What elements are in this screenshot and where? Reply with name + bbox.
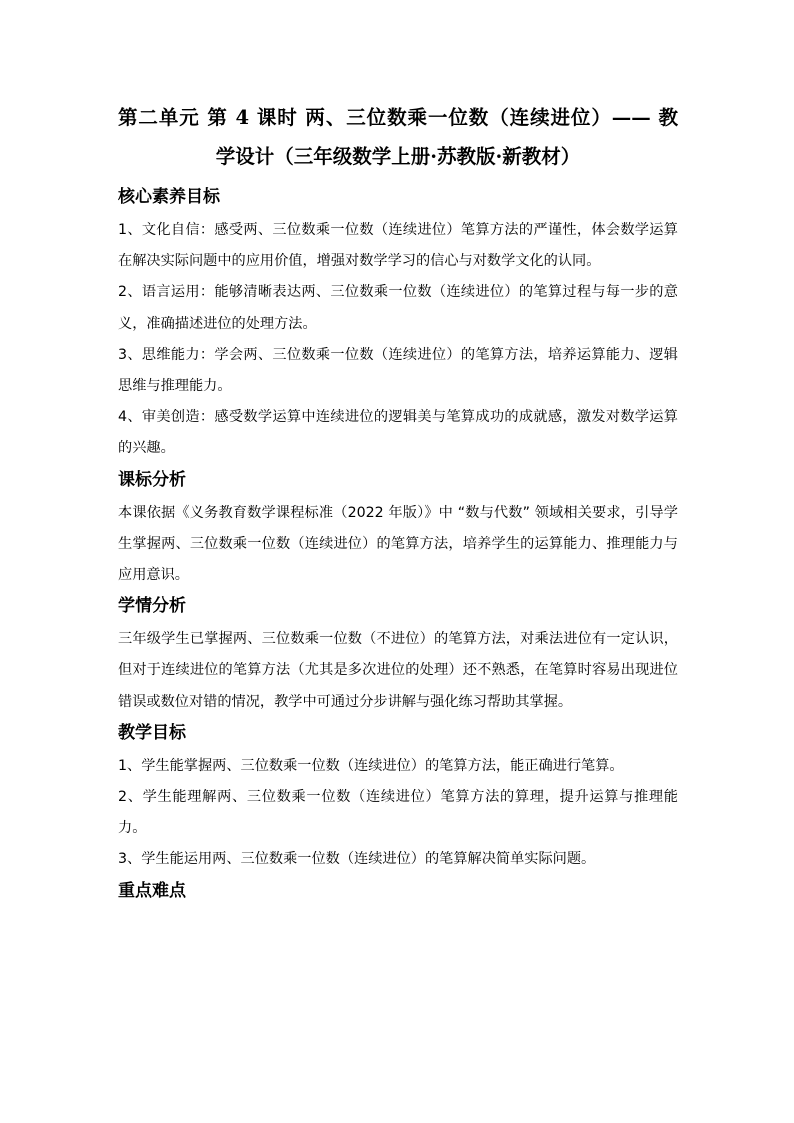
section-heading-teaching-goals: 教学目标 [118,722,186,743]
section-heading-student-analysis: 学情分析 [118,596,186,617]
section-heading-core-literacy: 核心素养目标 [118,187,220,207]
document-title [118,98,678,176]
document-page [118,98,678,909]
core-item-3: 3、思维能力：学会两、三位数乘一位数（连续进位）的笔算方法，培养运算能力、逻辑思维与推理能力。 [118,346,678,395]
goal-item-1: 1、学生能掌握两、三位数乘一位数（连续进位）的笔算方法，能正确进行笔算。 [118,757,624,774]
goal-item-3: 3、学生能运用两、三位数乘一位数（连续进位）的笔算解决简单实际问题。 [118,851,596,868]
section-curriculum-analysis [118,465,678,592]
core-item-4: 4、审美创造：感受数学运算中连续进位的逻辑美与笔算成功的成就感，激发对数学运算的兴趣。 [118,409,678,457]
title-line-1: 第二单元 第 4 课时 两、三位数乘一位数（连续进位）—— 教 [118,106,678,129]
goal-item-2: 2、学生能理解两、三位数乘一位数（连续进位）笔算方法的算理，提升运算与推理能力。 [118,789,678,837]
core-item-1: 1、文化自信：感受两、三位数乘一位数（连续进位）笔算方法的严谨性，体会数学运算在解决实际问题中的应用价值，增强对数学学习的信心与对数学文化的认同。 [118,222,678,270]
section-student-analysis [118,591,678,718]
section-teaching-goals [118,718,678,876]
section-core-literacy [118,182,678,465]
section-heading-key-points: 重点难点 [118,880,186,901]
section-key-points [118,876,678,909]
curriculum-analysis-text: 本课依据《义务教育数学课程标准（2022 年版）》中 “数与代数” 领域相关要求，引导学生掌握两、三位数乘一位数（连续进位）的笔算方法，培养学生的运算能力、推理能力与应用意识。 [118,504,678,584]
core-item-2: 2、语言运用：能够清晰表达两、三位数乘一位数（连续进位）的笔算过程与每一步的意义，准确描述进位的处理方法。 [118,284,678,332]
student-analysis-text: 三年级学生已掌握两、三位数乘一位数（不进位）的笔算方法，对乘法进位有一定认识，但对于连续进位的笔算方法（尤其是多次进位的处理）还不熟悉，在笔算时容易出现进位错误或数位对错的情况，教学中可通过分步讲解与强化练习帮助其掌握。 [118,631,678,710]
title-line-2: 学设计（三年级数学上册·苏教版·新教材） [215,145,581,168]
section-heading-curriculum-analysis: 课标分析 [118,469,186,490]
